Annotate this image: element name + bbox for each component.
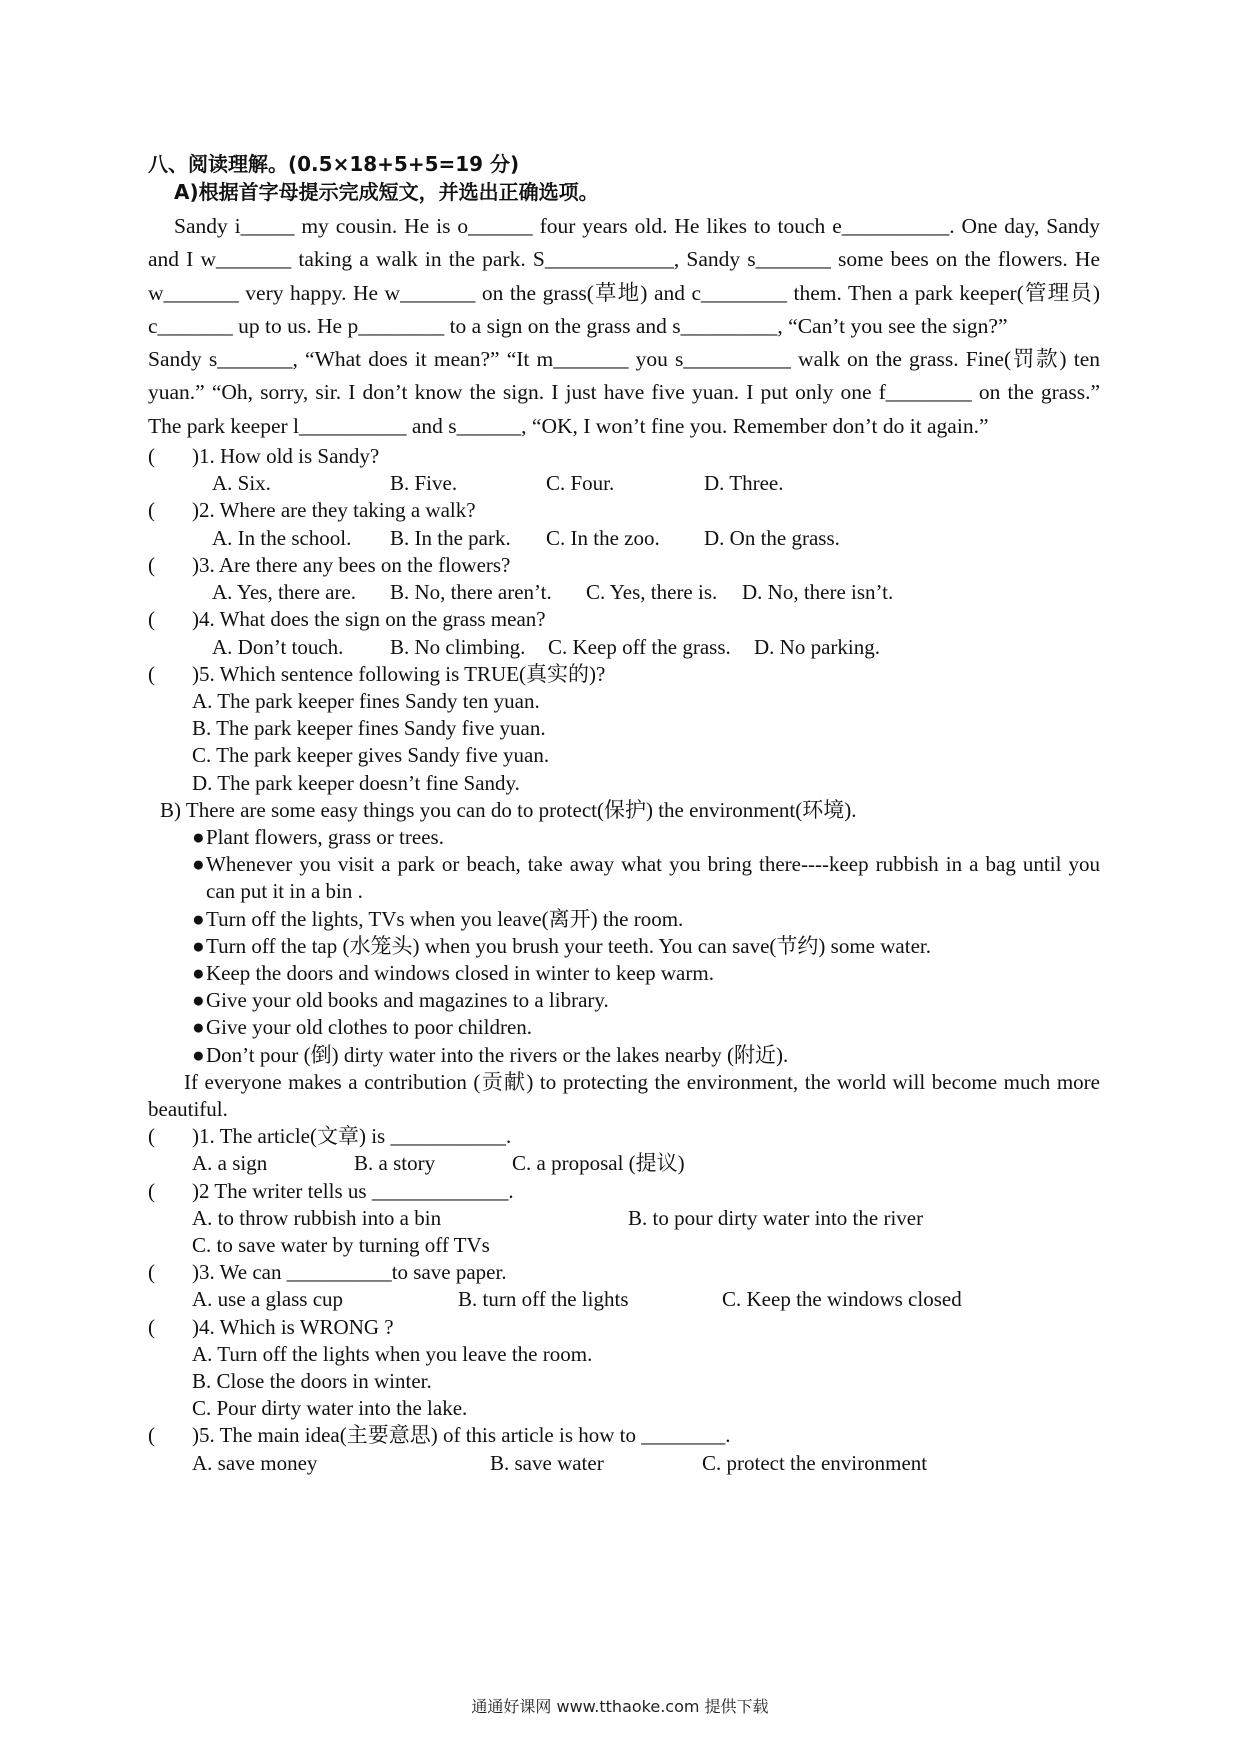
answer-blank: ( [148,1178,155,1203]
bullet-text: Don’t pour (倒) dirty water into the rivers or the lakes nearby (附近). [206,1042,789,1067]
option: C. Keep the windows closed [722,1287,962,1312]
option: C. to save water by turning off TVs [192,1232,490,1257]
question-stem: )1. The article(文章) is ___________. [192,1124,512,1149]
question-stem: )3. We can __________to save paper. [192,1260,507,1285]
bullet-item [192,1014,1100,1041]
option: B. a story [354,1151,436,1176]
option: C. In the zoo. [546,525,660,550]
option-row [148,1205,1100,1232]
question-stem: )4. Which is WRONG ? [192,1314,394,1339]
question-stem: )2 The writer tells us _____________. [192,1178,514,1203]
bullet-item [192,960,1100,987]
bullet-dot: ● [192,1042,205,1067]
bullet-text: Turn off the tap (水笼头) when you brush your teeth. You can save(节约) some water. [206,933,931,958]
option-row [148,525,1100,552]
section-title: 八、阅读理解。(0.5×18+5+5=19 分) [148,152,520,176]
option: B. The park keeper fines Sandy five yuan. [192,716,546,741]
bullet-item [192,851,1100,905]
bullet-dot: ● [192,960,205,985]
option: D. No, there isn’t. [742,580,894,605]
option-list [148,1341,1100,1423]
option-list [148,688,1100,797]
option: B. Five. [390,471,458,496]
bullet-text: Turn off the lights, TVs when you leave(离开) the room. [206,906,684,931]
answer-blank: ( [148,552,155,577]
bullet-item [192,906,1100,933]
answer-blank: ( [148,498,155,523]
answer-blank: ( [148,1124,155,1149]
option: A. Yes, there are. [212,580,357,605]
bullet-dot: ● [192,824,205,849]
question-row [148,1422,1100,1449]
question-row [148,552,1100,579]
question-stem: )5. Which sentence following is TRUE(真实的)? [192,661,606,686]
option: C. Yes, there is. [586,580,718,605]
option: A. to throw rubbish into a bin [192,1205,442,1230]
question-stem: )2. Where are they taking a walk? [192,498,476,523]
bullet-dot: ● [192,852,205,877]
option: A. save money [192,1450,318,1475]
option-row [148,634,1100,661]
option: B. turn off the lights [458,1287,629,1312]
option-row [148,579,1100,606]
option: C. Pour dirty water into the lake. [192,1396,468,1421]
option-row [148,1232,1100,1259]
question-row [148,443,1100,470]
page-footer: 通通好课网 www.tthaoke.com 提供下载 [471,1697,769,1716]
option: D. The park keeper doesn’t fine Sandy. [192,770,520,795]
bullet-item [192,933,1100,960]
option: A. a sign [192,1151,268,1176]
part-b-questions [148,1123,1100,1477]
option: C. Four. [546,471,615,496]
bullet-dot: ● [192,906,205,931]
question-row [148,606,1100,633]
question-row [148,661,1100,688]
bullet-dot: ● [192,988,205,1013]
answer-blank: ( [148,607,155,632]
answer-blank: ( [148,1260,155,1285]
answer-blank: ( [148,1314,155,1339]
bullet-text: Plant flowers, grass or trees. [206,824,444,849]
option: C. protect the environment [702,1450,928,1475]
question-stem: )1. How old is Sandy? [192,444,380,469]
question-row [148,1314,1100,1341]
option: C. The park keeper gives Sandy five yuan. [192,743,550,768]
bullet-text: Keep the doors and windows closed in winter to keep warm. [206,960,714,985]
option-row [148,1150,1100,1177]
option: A. Don’t touch. [212,634,344,659]
option: C. Keep off the grass. [548,634,731,659]
part-a-questions [148,443,1100,797]
part-b-bullets [148,824,1100,1069]
bullet-text: Give your old clothes to poor children. [206,1015,533,1040]
option-row [148,470,1100,497]
answer-blank: ( [148,661,155,686]
answer-blank: ( [148,1423,155,1448]
passage-paragraph: Sandy i_____ my cousin. He is o______ four years old. He likes to touch e__________. One day, Sandy and I w_______ taking a walk in the park. S____________, Sandy s_______ some bees on the flowers. He w_______ very happy. He w_______ on the grass(草地) and c________ them. Then a park keeper(管理员) c_______ up to us. He p________ to a sign on the grass and s_________, “Can’t you see the sign?” [148,214,1100,338]
bullet-item [192,824,1100,851]
option: A. In the school. [212,525,352,550]
question-stem: )5. The main idea(主要意思) of this article is how to ________. [192,1423,731,1448]
bullet-item [192,987,1100,1014]
question-row [148,1178,1100,1205]
question-row [148,497,1100,524]
answer-blank: ( [148,444,155,469]
option: B. No, there aren’t. [390,580,552,605]
option: B. to pour dirty water into the river [628,1205,924,1230]
option: A. Six. [212,471,271,496]
bullet-dot: ● [192,1015,205,1040]
option: B. No climbing. [390,634,526,659]
option-row [148,1286,1100,1313]
option: B. Close the doors in winter. [192,1368,432,1393]
option: D. On the grass. [704,525,840,550]
option: D. No parking. [754,634,880,659]
option: A. use a glass cup [192,1287,344,1312]
bullet-text: Give your old books and magazines to a library. [206,988,609,1013]
part-a-passage [148,210,1100,443]
bullet-text: Whenever you visit a park or beach, take away what you bring there----keep rubbish in a bag until you can put it in a bin . [206,852,1100,904]
option: D. Three. [704,471,784,496]
worksheet-page [148,150,1100,1477]
part-b-intro: B) There are some easy things you can do to protect(保护) the environment(环境). [160,797,857,822]
option: B. In the park. [390,525,511,550]
part-b-closing: If everyone makes a contribution (贡献) to protecting the environment, the world will become much more beautiful. [148,1069,1100,1121]
question-row [148,1123,1100,1150]
bullet-item [192,1042,1100,1069]
question-stem: )3. Are there any bees on the flowers? [192,552,511,577]
question-row [148,1259,1100,1286]
option: B. save water [490,1450,604,1475]
passage-paragraph: Sandy s_______, “What does it mean?” “It m_______ you s__________ walk on the grass. Fine(罚款) ten yuan.” “Oh, sorry, sir. I don’t know the sign. I just have five yuan. I put only one f________ on the grass.” The park keeper l__________ and s______, “OK, I won’t fine you. Remember don’t do it again.” [148,347,1100,438]
question-stem: )4. What does the sign on the grass mean? [192,607,546,632]
option-row [148,1450,1100,1477]
bullet-dot: ● [192,933,205,958]
option: C. a proposal (提议) [512,1151,685,1176]
option: A. The park keeper fines Sandy ten yuan. [192,688,540,713]
part-a-title: A)根据首字母提示完成短文，并选出正确选项。 [174,180,599,204]
option: A. Turn off the lights when you leave the room. [192,1341,593,1366]
